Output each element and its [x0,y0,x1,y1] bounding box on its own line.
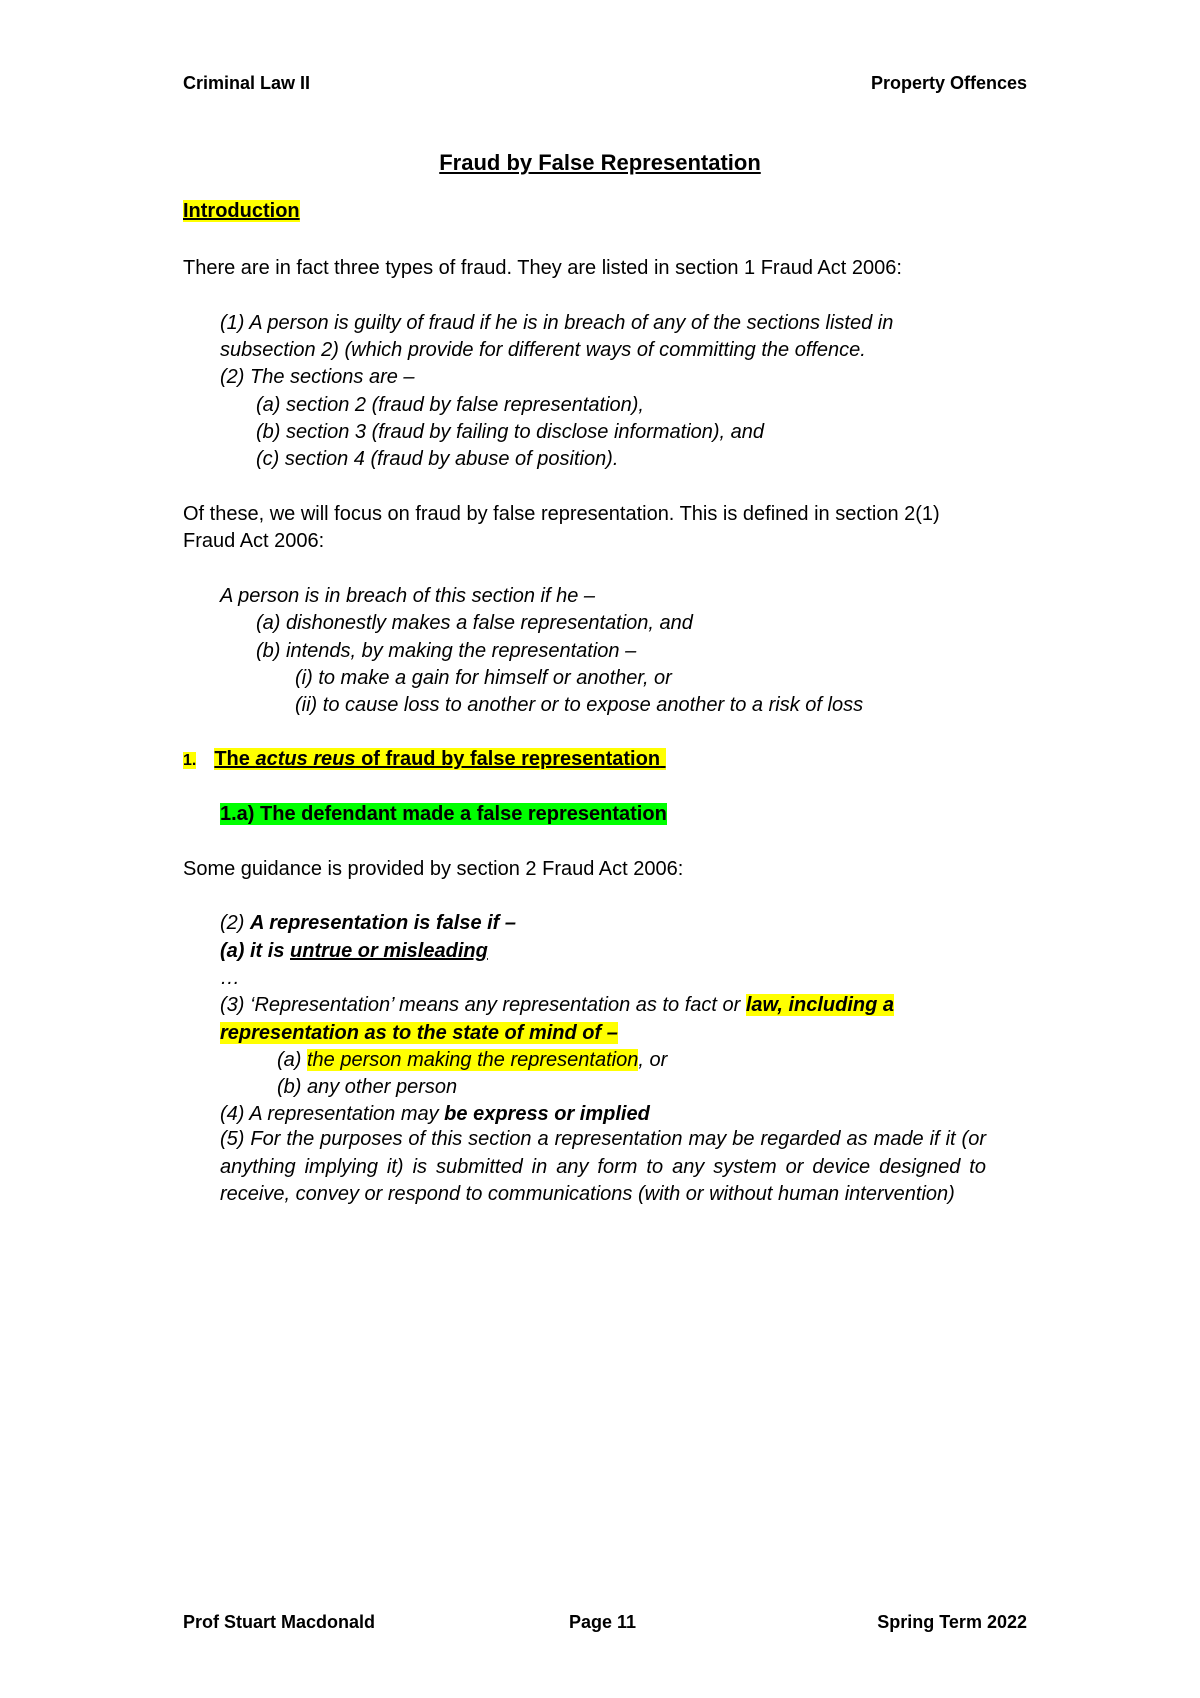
s2-line: (2) A representation is false if – [220,912,517,934]
intro-heading: Introduction [183,200,300,222]
focus-para-line: Of these, we will focus on fraud by false representation. This is defined in section 2(1) [183,503,940,525]
intro-lead: There are in fact three types of fraud. They are listed in section 1 Fraud Act 2006: [183,257,902,279]
footer-page-number: Page 11 [569,1612,637,1632]
intro-quote-line: (b) section 3 (fraud by failing to disclose information), and [256,421,765,443]
page-title: Fraud by False Representation [439,150,761,175]
s4-line: (4) A representation may be express or implied [220,1103,650,1125]
page-header [183,73,1027,94]
section-1-heading: 1. The actus reus of fraud by false representation [183,746,666,774]
guidance-lead: Some guidance is provided by section 2 Fraud Act 2006: [183,858,684,880]
focus-quote-line: (ii) to cause loss to another or to expose another to a risk of loss [295,694,864,716]
intro-quote-line: (2) The sections are – [220,366,415,388]
footer-author: Prof Stuart Macdonald [183,1612,376,1632]
intro-quote-line: (a) section 2 (fraud by false representation), [256,394,644,416]
focus-quote-line: (a) dishonestly makes a false representation, and [256,612,693,634]
header-course: Criminal Law II [183,73,311,93]
focus-quote-line: (b) intends, by making the representation – [256,640,637,662]
intro-quote-line: (1) A person is guilty of fraud if he is in breach of any of the sections listed in [220,312,894,334]
intro-quote-line: subsection 2) (which provide for different ways of committing the offence. [220,339,866,361]
s3a-line: (a) the person making the representation, or [277,1049,668,1071]
s5-paragraph: (5) For the purposes of this section a representation may be regarded as made if it (or anything implying it) is submitted in any form to any system or device designed to receive, convey or respond to communications (with or without human intervention) [220,1128,986,1205]
footer-term: Spring Term 2022 [877,1612,1027,1632]
section-1-number: 1. [183,752,197,769]
header-topic: Property Offences [870,73,1027,93]
focus-para-line: Fraud Act 2006: [183,530,325,552]
page-footer [183,1612,1027,1633]
s3b-line: (b) any other person [277,1076,458,1098]
section-1a-heading: 1.a) The defendant made a false representation [220,803,667,825]
focus-quote-line: A person is in breach of this section if he – [220,585,596,607]
ellipsis: … [220,967,240,989]
s3-line-2: representation as to the state of mind of – [220,1022,618,1044]
intro-quote-line: (c) section 4 (fraud by abuse of position). [256,448,619,470]
s2a-line: (a) it is untrue or misleading [220,940,488,962]
focus-quote-line: (i) to make a gain for himself or another, or [295,667,672,689]
s3-line: (3) ‘Representation’ means any representation as to fact or law, including a [220,994,895,1016]
